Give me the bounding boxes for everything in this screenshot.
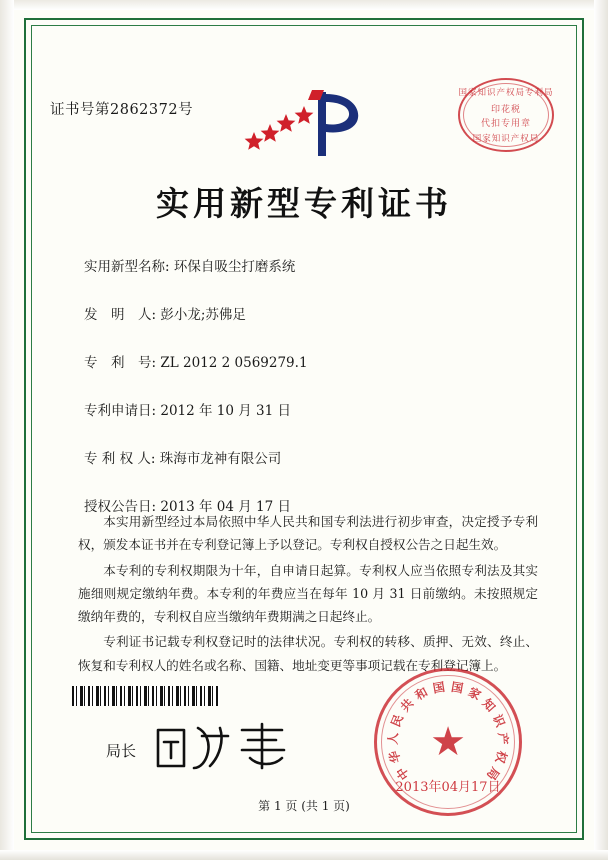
field-value: 2013 年 04 月 17 日 [160,499,292,515]
scan-edge-left [0,0,14,860]
approval-stamp-line2: 印花税 [490,105,521,115]
field-row [84,399,542,419]
seal-star-icon: ★ [430,719,466,765]
approval-stamp [458,78,554,152]
sipo-logo-icon [244,88,364,160]
barcode [72,686,220,706]
field-value: 2012 年 10 月 31 日 [160,403,292,419]
official-seal [374,668,522,816]
certificate-number: 证书号第2862372号 [50,102,194,118]
field-row [84,351,542,371]
scan-edge-bottom [0,850,608,860]
field-label: 专利申请日: [84,403,157,419]
legal-text-block [78,510,538,679]
field-value: 珠海市龙神有限公司 [159,451,282,467]
field-label: 授权公告日: [84,499,157,515]
field-row [84,255,542,275]
approval-stamp-line1: 国家知识产权局专利局 [458,88,554,98]
seal-ring-text: 中 华 人 民 共 和 国 国 家 知 识 产 权 局 [385,679,511,783]
approval-stamp-line3: 代扣专用章 [480,119,531,129]
scan-edge-top [0,0,608,10]
certificate-content [46,40,562,820]
field-row [84,447,542,467]
seal-date: 2013年04月17日 [395,780,501,795]
field-value: 环保自吸尘打磨系统 [173,259,296,275]
field-label: 实用新型名称: [84,259,170,275]
page-footer: 第 1 页 (共 1 页) [258,799,350,813]
approval-stamp-line4: 国家知识产权局 [472,134,540,144]
paragraph: 本实用新型经过本局依照中华人民共和国专利法进行初步审查，决定授予专利权，颁发本证书并在专利登记簿上予以登记。专利权自授权公告之日起生效。 [78,514,538,553]
signature-handwriting [150,718,310,778]
paragraph: 本专利的专利权期限为十年，自申请日起算。专利权人应当依照专利法及其实施细则规定缴纳年费。本专利的年费应当在每年 10 月 31 日前缴纳。未按照规定缴纳年费的，专利权自应当缴纳年费期满之日起终止。 [78,562,538,625]
scan-edge-right [594,0,608,860]
field-row [84,303,542,323]
certificate-title: 实用新型专利证书 [156,184,452,223]
field-list [84,255,542,543]
signature-label: 局长 [106,742,137,760]
field-label: 专 利 权 人: [84,451,156,467]
field-value: ZL 2012 2 0569279.1 [160,355,308,371]
field-value: 彭小龙;苏佛足 [160,307,246,323]
paragraph: 专利证书记载专利权登记时的法律状况。专利权的转移、质押、无效、终止、恢复和专利权人的姓名或名称、国籍、地址变更等事项记载在专利登记簿上。 [78,634,538,673]
field-label: 发 明 人: [84,307,157,323]
field-label: 专 利 号: [84,355,157,371]
